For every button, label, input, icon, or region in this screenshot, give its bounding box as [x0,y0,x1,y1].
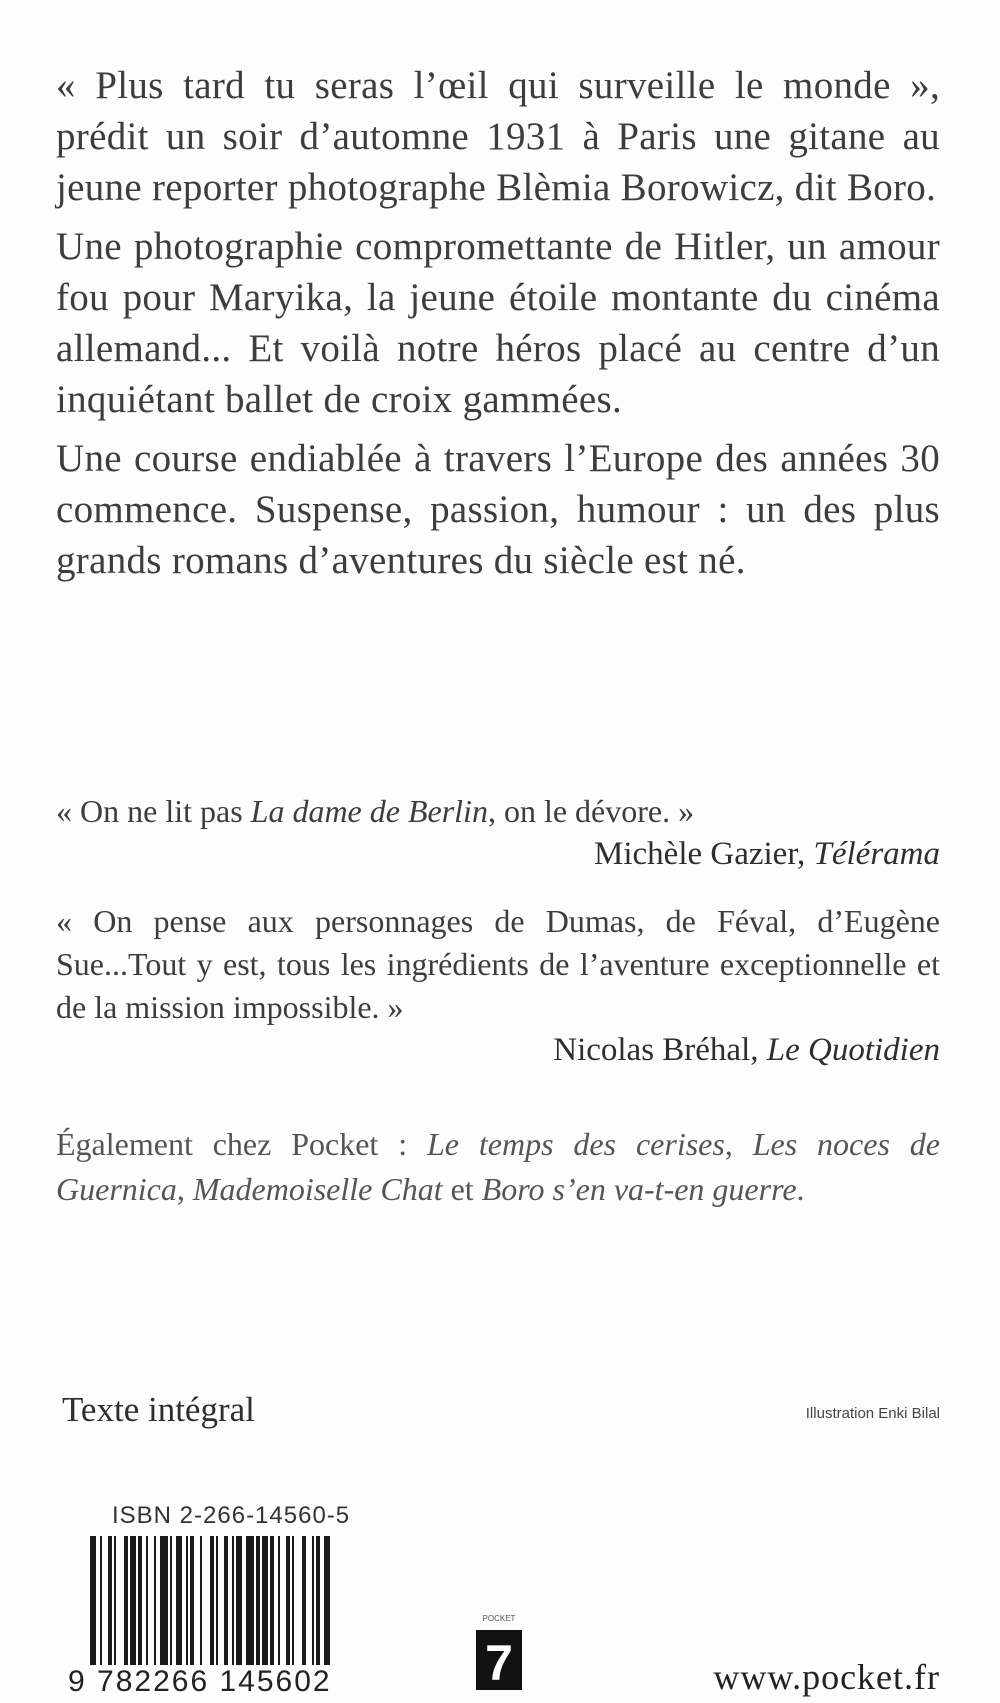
barcode-bar [216,1536,218,1676]
quote-2-source: Le Quotidien [766,1032,940,1068]
quote-1-book-title: La dame de Berlin [250,793,488,829]
quote-1-prefix: « On ne lit pas [56,793,251,829]
barcode-bar [138,1536,142,1676]
also-sep-2: , [176,1171,193,1207]
barcode-bar [262,1536,268,1676]
also-end: . [796,1171,805,1207]
barcode-bar [108,1536,112,1676]
also-title-2: Les noces de Guernica [56,1126,941,1207]
barcode-bar [236,1536,242,1676]
also-title-4: Boro s’en va-t-en guerre [481,1171,797,1207]
barcode-bar [124,1536,128,1676]
blurb-paragraph-3: Une course endiablée à travers l’Europe des années 30 commence. Suspense, passion, humour : un des plus grands romans d’aventures du siècle est né. [56,437,940,582]
quote-1-suffix: , on le dévore. » [487,793,695,829]
illustration-credit: Illustration Enki Bilal [805,1405,940,1422]
barcode-bar [324,1536,330,1676]
publisher-url[interactable]: www.pocket.fr [713,1657,940,1697]
barcode-bar [90,1536,96,1676]
barcode-bar [130,1536,136,1676]
barcode-bar [170,1536,172,1676]
quote-1-author: Michèle Gazier, [594,836,814,872]
barcode-bar [146,1536,148,1676]
barcode-bar [176,1536,182,1676]
barcode-bar [114,1536,116,1676]
publisher-logo-label: POCKET [482,1614,516,1623]
barcode-bar [232,1536,234,1676]
pocket-logo-icon [476,1618,522,1690]
barcode-bar [186,1536,188,1676]
review-quote-2 [56,900,940,1072]
quote-1-source: Télérama [813,836,940,872]
barcode-bar [210,1536,214,1676]
barcode-bar [286,1536,290,1676]
barcode-bar [316,1536,320,1676]
also-sep-3: et [442,1171,482,1207]
barcode-bar [154,1536,156,1676]
review-quote-2-attribution [56,1029,940,1072]
barcode-bar [246,1536,254,1676]
barcode-bar [160,1536,168,1676]
also-by-author [56,1122,940,1212]
also-title-1: Le temps des cerises [426,1126,725,1162]
barcode-bar [190,1536,194,1676]
also-sep-1: , [724,1126,753,1162]
unabridged-label: Texte intégral [62,1390,255,1429]
barcode-bar [100,1536,102,1676]
barcode-bar [270,1536,274,1676]
barcode-bar [256,1536,260,1676]
review-quote-1-attribution [56,833,940,876]
barcode-bar [278,1536,280,1676]
quote-2-author: Nicolas Bréhal, [553,1032,767,1068]
isbn-label: ISBN 2-266-14560-5 [112,1502,351,1529]
barcode-bar [312,1536,314,1676]
review-quote-1-text [56,790,940,833]
barcode-bar [200,1536,202,1676]
barcode-bar [224,1536,228,1676]
barcode-bar [302,1536,306,1676]
blurb-paragraph-1: « Plus tard tu seras l’œil qui surveille le monde », prédit un soir d’automne 1931 à Paris une gitane au jeune reporter photographe Blèmia Borowicz, dit Boro. [56,64,940,209]
barcode-digits: 9 782266 145602 [68,1665,332,1698]
blurb [56,60,940,594]
barcode-bar [292,1536,294,1676]
also-lead: Également chez Pocket : [56,1126,427,1162]
review-quote-1 [56,790,940,876]
pocket-logo-digit: 7 [485,1635,513,1690]
blurb-paragraph-2: Une photographie compromettante de Hitler, un amour fou pour Maryika, la jeune étoile montante du cinéma allemand... Et voilà notre héros placé au centre d’un inquiétant ballet de croix gammées. [56,225,940,421]
also-title-3: Mademoiselle Chat [192,1171,443,1207]
review-quote-2-text: « On pense aux personnages de Dumas, de Féval, d’Eugène Sue...Tout y est, tous les ingrédients de l’aventure exceptionnelle et de la mission impossible. » [56,903,940,1025]
